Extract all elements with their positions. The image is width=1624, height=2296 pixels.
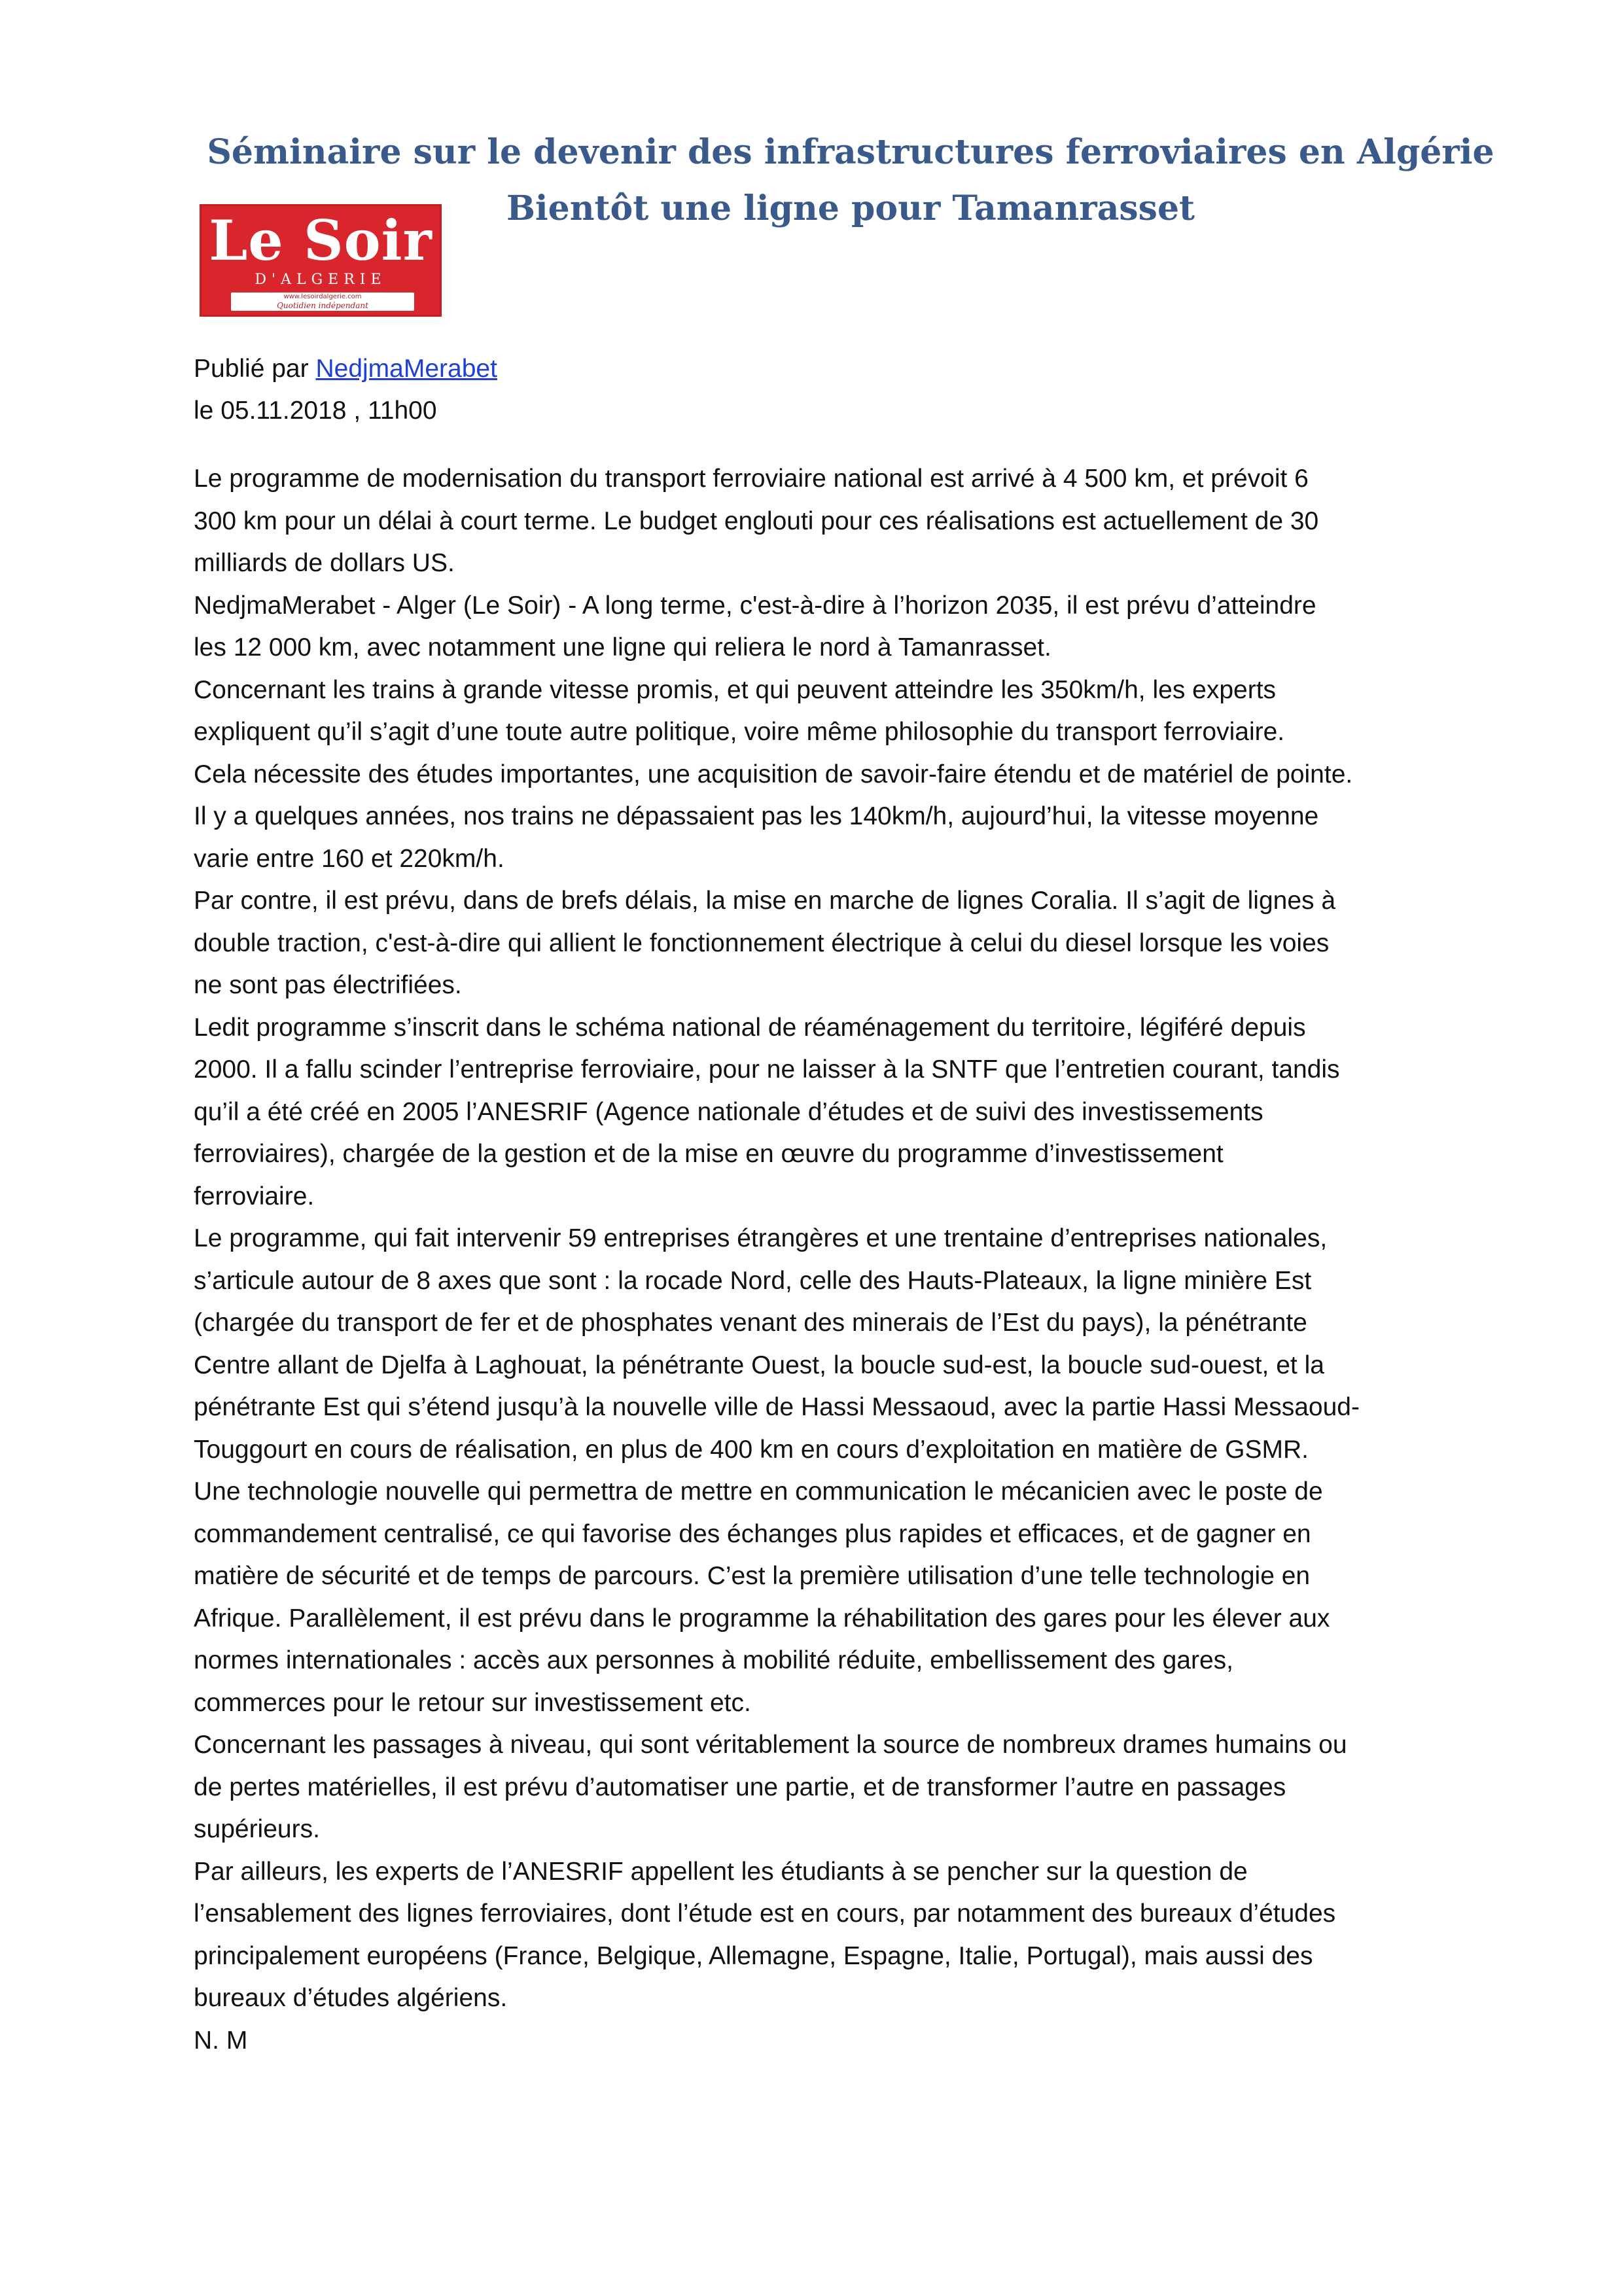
article-paragraph	[194, 1007, 1476, 1218]
logo-url: www.lesoirdalgerie.com	[283, 293, 362, 300]
paragraph-line: Le programme, qui fait intervenir 59 entreprises étrangères et une trentaine d’entreprises nationales,	[194, 1224, 1328, 1252]
logo-tagline: Quotidien indépendant	[277, 301, 368, 310]
article-paragraph	[194, 1851, 1476, 2020]
paragraph-line: de pertes matérielles, il est prévu d’automatiser une partie, et de transformer l’autre en passages	[194, 1773, 1286, 1801]
article-paragraph	[194, 669, 1476, 881]
paragraph-line: commerces pour le retour sur investissement etc.	[194, 1688, 751, 1717]
title-line-2: Bientôt une ligne pour Tamanrasset	[506, 188, 1195, 228]
article-meta	[194, 348, 497, 432]
article-paragraph	[194, 880, 1476, 1007]
paragraph-line: Concernant les passages à niveau, qui sont véritablement la source de nombreux drames humains ou	[194, 1731, 1347, 1759]
paragraph-line: (chargée du transport de fer et de phosphates venant des minerais de l’Est du pays), la pénétrante	[194, 1309, 1307, 1337]
paragraph-line: Afrique. Parallèlement, il est prévu dans le programme la réhabilitation des gares pour les élever aux	[194, 1604, 1330, 1633]
paragraph-line: 300 km pour un délai à court terme. Le budget englouti pour ces réalisations est actuellement de 30	[194, 506, 1319, 535]
paragraph-line: normes internationales : accès aux personnes à mobilité réduite, embellissement des gares,	[194, 1646, 1234, 1674]
paragraph-line: bureaux d’études algériens.	[194, 1984, 508, 2012]
article-body	[194, 458, 1476, 2062]
logo-main-text: Le Soir	[209, 208, 432, 273]
paragraph-line: Concernant les trains à grande vitesse promis, et qui peuvent atteindre les 350km/h, les experts	[194, 675, 1277, 704]
paragraph-line: Cela nécessite des études importantes, une acquisition de savoir-faire étendu et de matériel de pointe.	[194, 760, 1353, 788]
paragraph-line: ferroviaire.	[194, 1182, 315, 1210]
logo-bar	[231, 292, 414, 311]
paragraph-line: pénétrante Est qui s’étend jusqu’à la nouvelle ville de Hassi Messaoud, avec la partie Hassi Messaoud-	[194, 1393, 1360, 1421]
paragraph-line: N. M	[194, 2026, 248, 2055]
paragraph-line: milliards de dollars US.	[194, 549, 455, 577]
paragraph-line: supérieurs.	[194, 1815, 320, 1843]
paragraph-line: commandement centralisé, ce qui favorise des échanges plus rapides et efficaces, et de gagner en	[194, 1519, 1311, 1548]
author-link[interactable]: NedjmaMerabet	[315, 355, 497, 383]
paragraph-line: ne sont pas électrifiées.	[194, 971, 462, 999]
byline	[194, 348, 497, 390]
paragraph-line: Par ailleurs, les experts de l’ANESRIF appellent les étudiants à se pencher sur la question de	[194, 1857, 1248, 1886]
title-line-1: Séminaire sur le devenir des infrastructures ferroviaires en Algérie	[207, 132, 1494, 172]
paragraph-line: l’ensablement des lignes ferroviaires, dont l’étude est en cours, par notamment des bureaux d’études	[194, 1899, 1336, 1928]
paragraph-line: Ledit programme s’inscrit dans le schéma national de réaménagement du territoire, légiféré depuis	[194, 1013, 1306, 1042]
paragraph-line: varie entre 160 et 220km/h.	[194, 844, 504, 873]
paragraph-line: Centre allant de Djelfa à Laghouat, la pénétrante Ouest, la boucle sud-est, la boucle sud-ouest, et la	[194, 1351, 1324, 1379]
logo-sub-text: D'ALGERIE	[255, 272, 387, 288]
paragraph-line: 2000. Il a fallu scinder l’entreprise ferroviaire, pour ne laisser à la SNTF que l’entretien courant, tandis	[194, 1055, 1340, 1084]
paragraph-line: principalement européens (France, Belgique, Allemagne, Espagne, Italie, Portugal), mais aussi des	[194, 1941, 1313, 1970]
paragraph-line: double traction, c'est-à-dire qui allient le fonctionnement électrique à celui du diesel lorsque les voies	[194, 928, 1330, 957]
publish-date: le 05.11.2018 , 11h00	[194, 397, 437, 425]
paragraph-line: Par contre, il est prévu, dans de brefs délais, la mise en marche de lignes Coralia. Il s’agit de lignes à	[194, 887, 1336, 915]
paragraph-line: qu’il a été créé en 2005 l’ANESRIF (Agence nationale d’études et de suivi des investissements	[194, 1097, 1263, 1126]
article-paragraph	[194, 1471, 1476, 1724]
published-by-label: Publié par	[194, 355, 309, 383]
article-paragraph	[194, 1724, 1476, 1851]
paragraph-line: NedjmaMerabet - Alger (Le Soir) - A long terme, c'est-à-dire à l’horizon 2035, il est prévu d’atteindre	[194, 591, 1316, 620]
article-paragraph	[194, 458, 1476, 585]
article-paragraph	[194, 585, 1476, 669]
paragraph-line: Une technologie nouvelle qui permettra de mettre en communication le mécanicien avec le poste de	[194, 1477, 1323, 1506]
paragraph-line: s’articule autour de 8 axes que sont : la rocade Nord, celle des Hauts-Plateaux, la ligne minière Est	[194, 1266, 1312, 1295]
paragraph-line: Touggourt en cours de réalisation, en plus de 400 km en cours d’exploitation en matière de GSMR.	[194, 1435, 1309, 1464]
paragraph-line: Il y a quelques années, nos trains ne dépassaient pas les 140km/h, aujourd’hui, la vitesse moyenne	[194, 802, 1319, 830]
paragraph-line: les 12 000 km, avec notamment une ligne qui reliera le nord à Tamanrasset.	[194, 633, 1051, 662]
paragraph-line: Le programme de modernisation du transport ferroviaire national est arrivé à 4 500 km, et prévoit 6	[194, 465, 1309, 493]
article-paragraph	[194, 1218, 1476, 1471]
paragraph-line: ferroviaires), chargée de la gestion et de la mise en œuvre du programme d’investissement	[194, 1140, 1224, 1168]
paragraph-line: expliquent qu’il s’agit d’une toute autre politique, voire même philosophie du transport ferroviaire.	[194, 718, 1285, 746]
paragraph-line: matière de sécurité et de temps de parcours. C’est la première utilisation d’une telle technologie en	[194, 1562, 1311, 1590]
le-soir-logo	[200, 204, 442, 317]
article-paragraph	[194, 2020, 1476, 2062]
